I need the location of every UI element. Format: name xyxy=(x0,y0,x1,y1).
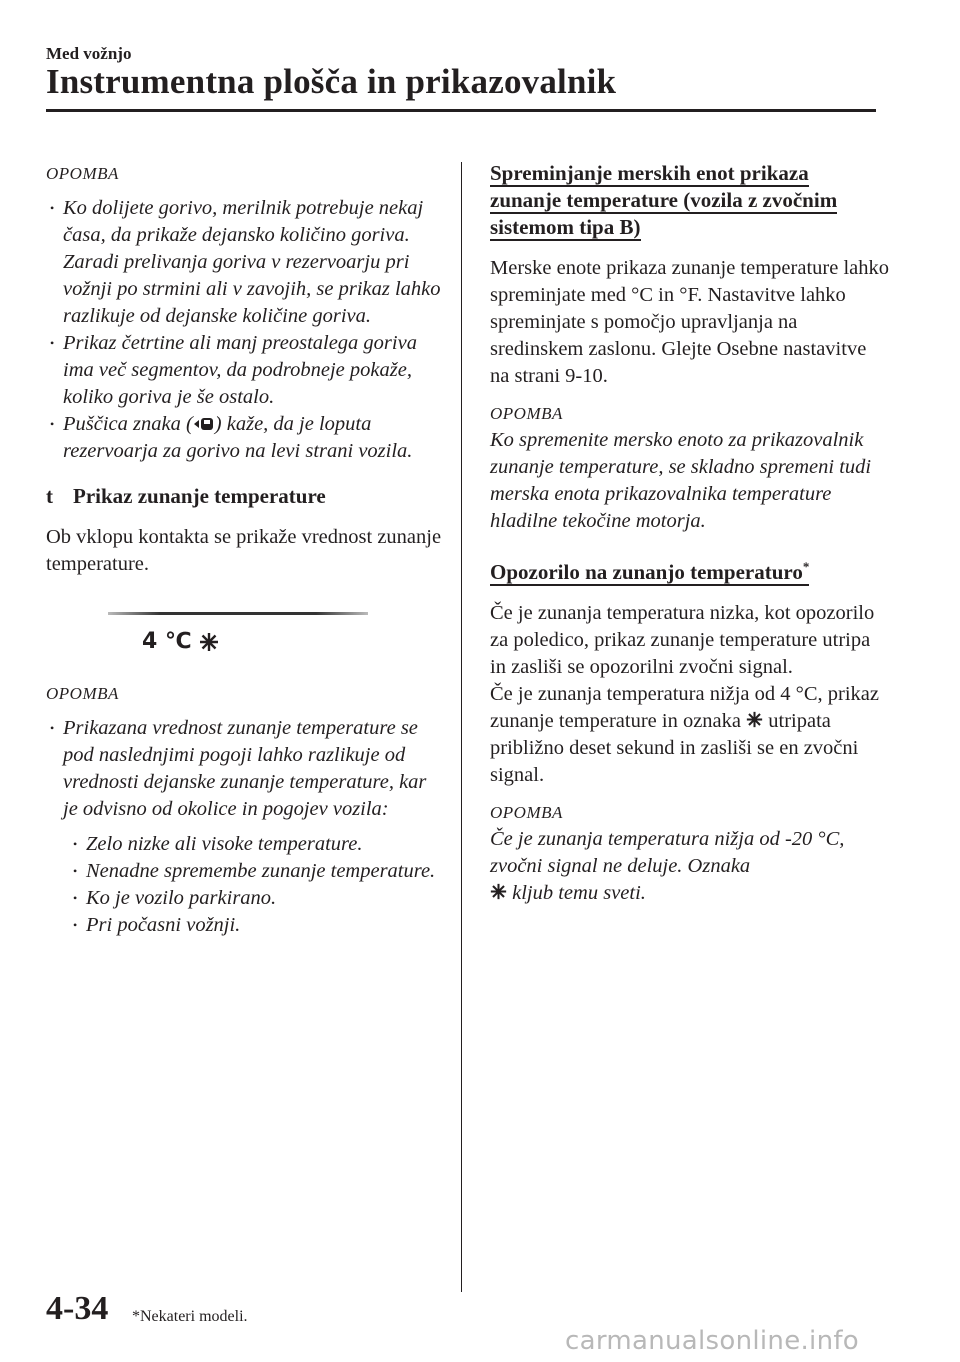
note-subbullet: • Nenadne spremembe zunanje temperature. xyxy=(46,858,446,885)
section-marker: t xyxy=(46,484,53,508)
bullet-text: Puščica znaka ( xyxy=(63,413,193,435)
units-heading-line: Spreminjanje merskih enot prikaza xyxy=(490,161,809,185)
note-text-part: Če je zunanja temperatura nižja od -20 °C, zvočni signal ne deluje. Oznaka xyxy=(490,828,845,877)
ice-warning-icon xyxy=(746,711,763,728)
note-label: OPOMBA xyxy=(490,404,563,423)
warning-paragraph xyxy=(490,681,890,789)
temperature-display xyxy=(46,598,446,668)
chapter-kicker: Med vožnjo xyxy=(46,44,132,63)
column-divider xyxy=(461,162,462,1292)
note-bullet: • Ko dolijete gorivo, merilnik potrebuje nekaj časa, da prikaže dejansko količino goriva. Zaradi prelivanja goriva v rezervoarju pri vožnji po strmini ali v zavojih, se prikaz lahko razlikuje od dejanske količine goriva. xyxy=(46,195,446,330)
note-bullet: • Prikazana vrednost zunanje temperature se pod naslednjimi pogoji lahko razlikuje od vrednosti dejanske zunanje temperature, kar je odvisno od okolice in pogojev vozila: xyxy=(46,715,446,823)
section-title: Prikaz zunanje temperature xyxy=(73,484,326,508)
warning-text: utripata približno deset sekund in zasliši se en zvočni signal. xyxy=(490,710,859,786)
bullet-text: ) kaže, da je loputa rezervoarja za gorivo na levi strani vozila. xyxy=(63,413,413,462)
units-body: Merske enote prikaza zunanje temperature lahko spreminjate med °C in °F. Nastavitve lahko spreminjate s pomočjo upravljanja na sredinskem zaslonu. Glejte Osebne nastavitve na strani 9-10. xyxy=(490,257,889,387)
note-text-part: kljub temu sveti. xyxy=(507,882,646,904)
warning-paragraph: Če je zunanja temperatura nizka, kot opozorilo za poledico, prikaz zunanje temperature utripa in zasliši se opozorilni zvočni signal. xyxy=(490,602,875,678)
footnote-marker: * xyxy=(802,559,810,574)
units-heading-line: zunanje temperature (vozila z zvočnim xyxy=(490,188,838,212)
page-number: 4-34 xyxy=(46,1290,109,1327)
ice-warning-icon xyxy=(199,632,219,652)
display-line xyxy=(108,612,368,615)
ice-warning-icon xyxy=(490,883,507,900)
section-heading xyxy=(46,483,446,510)
note-bullet: • Prikaz četrtine ali manj preostalega goriva ima več segmentov, da podrobneje pokaže, koliko goriva je še ostalo. xyxy=(46,330,446,411)
note-subbullet: • Zelo nizke ali visoke temperature. xyxy=(46,831,446,858)
units-heading-line: sistemom tipa B) xyxy=(490,215,641,239)
note-subbullet: • Ko je vozilo parkirano. xyxy=(46,885,446,912)
header-rule xyxy=(46,109,876,112)
warning-text: Če je zunanja temperatura nižja od 4 °C, prikaz zunanje temperature in oznaka xyxy=(490,683,879,732)
note-text xyxy=(490,826,890,907)
warning-heading xyxy=(490,553,890,586)
left-column xyxy=(46,160,446,939)
note-label: OPOMBA xyxy=(490,803,563,822)
section-body: Ob vklopu kontakta se prikaže vrednost zunanje temperature. xyxy=(46,526,442,575)
units-heading xyxy=(490,160,890,241)
watermark: carmanualsonline.info xyxy=(565,1326,860,1356)
note-bullet xyxy=(46,411,446,465)
display-temperature: 4 ℃ xyxy=(142,629,192,654)
right-column xyxy=(490,160,890,907)
warning-heading-text: Opozorilo na zunanjo temperaturo xyxy=(490,560,803,584)
page-title: Instrumentna plošča in prikazovalnik xyxy=(46,62,617,101)
note-label: OPOMBA xyxy=(46,684,119,703)
fuel-door-arrow-icon xyxy=(193,416,215,432)
note-text: Ko spremenite mersko enoto za prikazovalnik zunanje temperature, se skladno spremeni tudi merska enota prikazovalnika temperature hladilne tekočine motorja. xyxy=(490,429,872,532)
footnote: *Nekateri modeli. xyxy=(132,1308,248,1325)
display-value xyxy=(142,628,219,655)
note-label: OPOMBA xyxy=(46,164,119,183)
note-subbullet: • Pri počasni vožnji. xyxy=(46,912,446,939)
